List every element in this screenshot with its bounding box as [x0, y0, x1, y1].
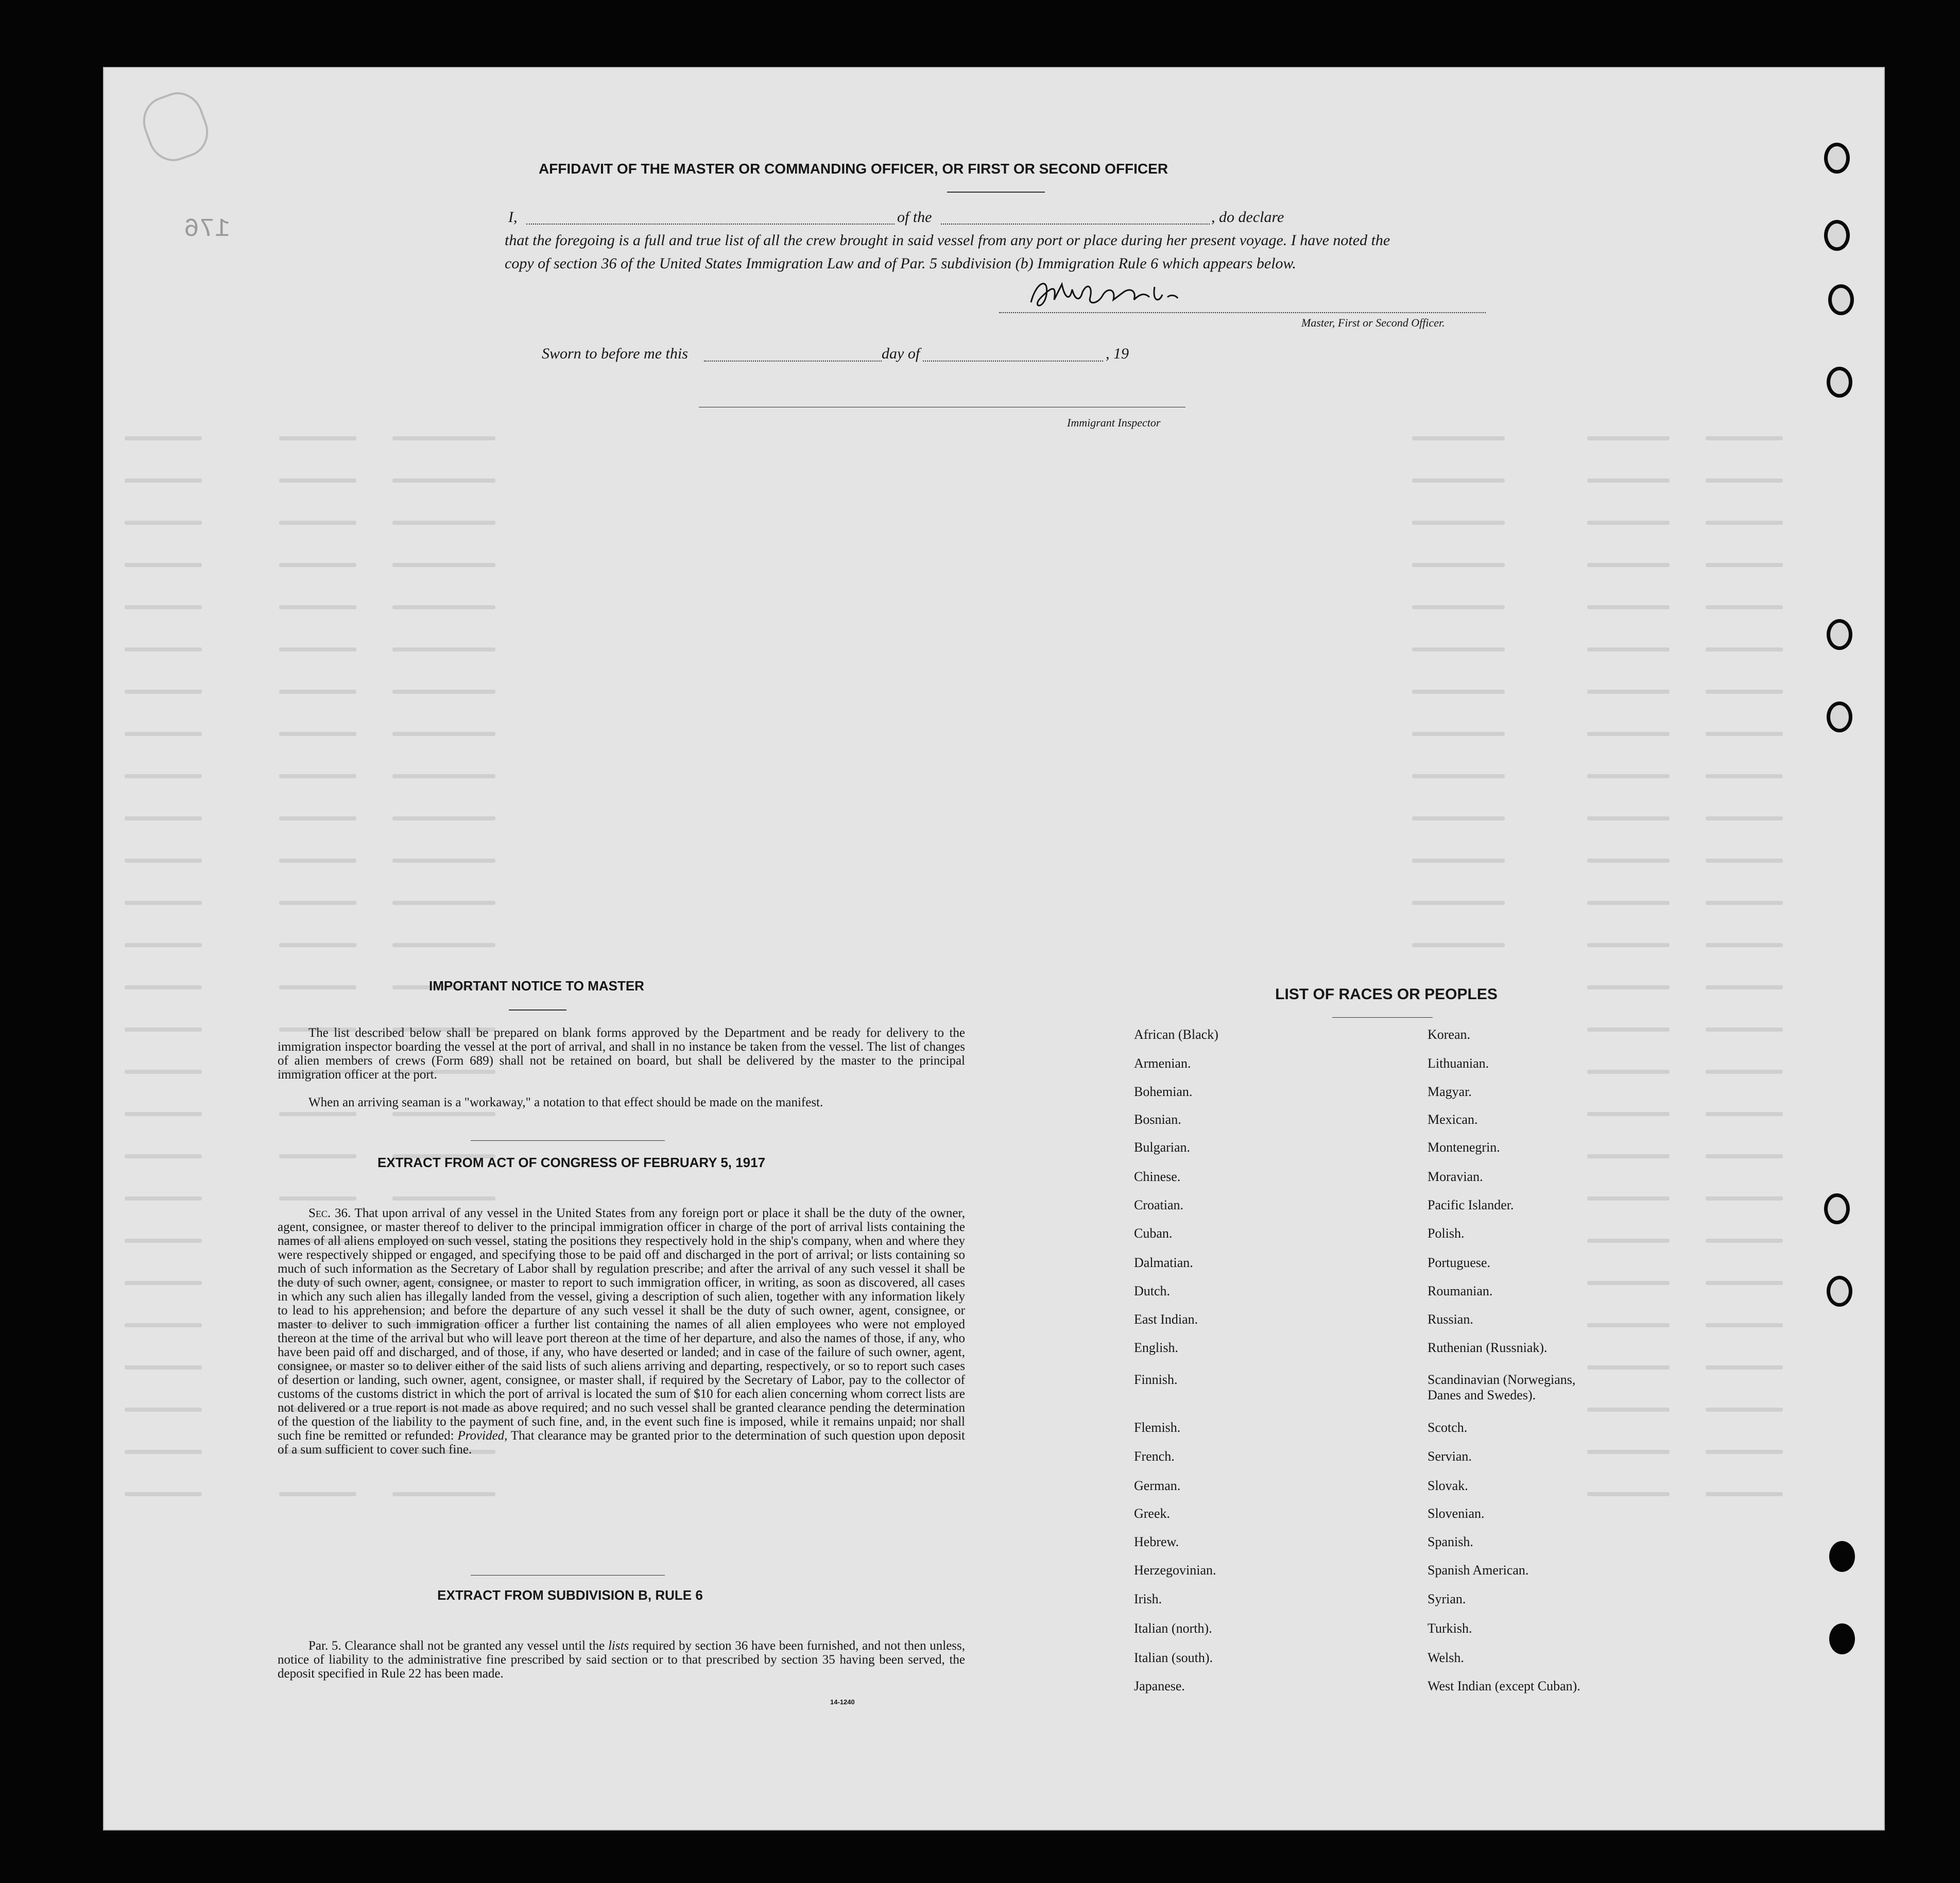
- bleed-through-mark: [1587, 774, 1670, 778]
- race-left-item: English.: [1134, 1340, 1178, 1355]
- race-left-item: Chinese.: [1134, 1169, 1181, 1184]
- bleed-through-mark: [1587, 1239, 1670, 1243]
- bleed-through-mark: [125, 563, 202, 567]
- notice-paragraph-1: The list described below shall be prepared on blank forms approved by the Department and be ready for delivery to the immigration inspector boarding the vessel at the port of arrival, and shall in no instance be taken from the vessel. The list of changes of alien members of crews (Form 689) shall not be retained on board, but shall be delivered by the master to the principal immigration officer at the port.: [278, 1026, 965, 1082]
- margin-stamp-number: 176: [184, 215, 231, 244]
- bleed-through-mark: [125, 1323, 202, 1327]
- bleed-through-mark: [1706, 943, 1783, 947]
- bleed-through-mark: [125, 605, 202, 609]
- bleed-through-mark: [1412, 563, 1505, 567]
- bleed-through-mark: [279, 521, 356, 525]
- bleed-through-mark: [1412, 774, 1505, 778]
- notice-paragraph-2: When an arriving seaman is a "workaway," a notation to that effect should be made on the manifest.: [308, 1095, 823, 1109]
- bleed-through-mark: [1587, 1450, 1670, 1454]
- race-left-item: Irish.: [1134, 1591, 1162, 1606]
- affidavit-title-rule: [947, 192, 1045, 193]
- race-left-item: Dalmatian.: [1134, 1255, 1193, 1270]
- bleed-through-mark: [1706, 478, 1783, 483]
- bleed-through-mark: [279, 774, 356, 778]
- bleed-through-mark: [1706, 1112, 1783, 1116]
- bleed-through-mark: [125, 859, 202, 863]
- race-left-item: Italian (north).: [1134, 1621, 1212, 1636]
- race-right-item: Scandinavian (Norwegians,: [1428, 1372, 1576, 1387]
- race-left-item: French.: [1134, 1449, 1175, 1464]
- bleed-through-mark: [1587, 901, 1670, 905]
- bleed-through-mark: [1587, 859, 1670, 863]
- bleed-through-mark: [1587, 1112, 1670, 1116]
- punch-hole: [1824, 1193, 1850, 1224]
- form-number: 14-1240: [830, 1698, 855, 1706]
- race-right-item: Montenegrin.: [1428, 1140, 1500, 1155]
- punch-hole: [1824, 143, 1850, 174]
- rule-top-rule: [471, 1575, 665, 1576]
- race-left-item: Cuban.: [1134, 1226, 1173, 1241]
- bleed-through-mark: [1412, 732, 1505, 736]
- race-right-item: Welsh.: [1428, 1650, 1464, 1665]
- bleed-through-mark: [392, 774, 495, 778]
- bleed-through-mark: [125, 647, 202, 652]
- race-left-item: Croatian.: [1134, 1197, 1184, 1212]
- race-right-item: Spanish.: [1428, 1534, 1473, 1549]
- race-right-item: Lithuanian.: [1428, 1056, 1489, 1071]
- race-right-item: Korean.: [1428, 1027, 1471, 1042]
- bleed-through-mark: [392, 1112, 495, 1116]
- affidavit-statement-line-3: copy of section 36 of the United States Immigration Law and of Par. 5 subdivision (b) Immigration Rule 6 which appears below.: [505, 255, 1296, 272]
- bleed-through-mark: [1587, 690, 1670, 694]
- bleed-through-mark: [1706, 436, 1783, 440]
- act-section-36-text: Sec. 36. That upon arrival of any vessel in the United States from any foreign port or place it shall be the duty of the owner, agent, consignee, or master thereof to deliver to the principal immigration officer in charge of the port of arrival lists containing the names of all aliens employed on such vessel, stating the positions they respectively hold in the ship's company, when and where they were respectively shipped or engaged, and specifying those to be paid off and discharged in the port of arrival; or lists containing so much of such information as the Secretary of Labor shall by regulation prescribe; and after the arrival of any such vessel it shall be the duty of such owner, agent, consignee, or master to report to such immigration officer, in writing, as soon as discovered, all cases in which any such alien has illegally landed from the vessel, giving a description of such alien, together with any information likely to lead to his apprehension; and before the departure of any such vessel it shall be the duty of such owner, agent, consignee, or master to deliver to such immigration officer a further list containing the names of all alien employees who were not employed thereon at the time of the arrival but who will leave port thereon at the time of her departure, and also the names of those, if any, who have been paid off and discharged, and of those, if any, who have deserted or landed; and in case of the failure of such owner, agent, consignee, or master so to deliver either of the said lists of such aliens arriving and departing, respectively, or so to report such cases of desertion or landing, such owner, agent, consignee, or master shall, if required by the Secretary of Labor, pay to the collector of customs of the customs district in which the port of arrival is located the sum of $10 for each alien concerning whom correct lists are not delivered or a true report is not made as above required; and no such vessel shall be granted clearance pending the determination of the question of the liability to the payment of such fine, and, in the event such fine is imposed, while it remains unpaid; nor shall such fine be remitted or refunded: Provided, That clearance may be granted prior to the determination of such question upon deposit of a sum sufficient to cover such fine.: [278, 1206, 965, 1457]
- race-left-item: Flemish.: [1134, 1420, 1181, 1435]
- race-left-item: Armenian.: [1134, 1056, 1191, 1071]
- bleed-through-mark: [279, 901, 356, 905]
- sworn-year-label: , 19: [1106, 345, 1129, 362]
- punch-hole: [1827, 701, 1852, 732]
- bleed-through-mark: [1706, 1365, 1783, 1370]
- race-left-item: Dutch.: [1134, 1283, 1171, 1298]
- bleed-through-mark: [392, 943, 495, 947]
- bleed-through-mark: [279, 605, 356, 609]
- bleed-through-mark: [392, 436, 495, 440]
- bleed-through-mark: [1587, 605, 1670, 609]
- bleed-through-mark: [1587, 436, 1670, 440]
- bleed-through-mark: [125, 690, 202, 694]
- rule-title: EXTRACT FROM SUBDIVISION B, RULE 6: [437, 1587, 703, 1603]
- bleed-through-mark: [1587, 1365, 1670, 1370]
- bleed-through-mark: [1412, 816, 1505, 820]
- sworn-month-blank: [923, 361, 1103, 362]
- bleed-through-mark: [125, 943, 202, 947]
- bleed-through-mark: [125, 774, 202, 778]
- affidavit-statement-line-2: that the foregoing is a full and true list of all the crew brought in said vessel from any port or place during her present voyage. I have noted the: [505, 232, 1390, 249]
- bleed-through-mark: [1587, 1154, 1670, 1158]
- bleed-through-mark: [1587, 563, 1670, 567]
- bleed-through-mark: [392, 1492, 495, 1496]
- race-right-item: West Indian (except Cuban).: [1428, 1679, 1580, 1693]
- bleed-through-mark: [279, 436, 356, 440]
- bleed-through-mark: [125, 1112, 202, 1116]
- bleed-through-mark: [279, 563, 356, 567]
- bleed-through-mark: [1587, 985, 1670, 989]
- bleed-through-mark: [1587, 1492, 1670, 1496]
- race-right-item: Ruthenian (Russniak).: [1428, 1340, 1548, 1355]
- bleed-through-mark: [1706, 816, 1783, 820]
- bleed-through-mark: [1412, 943, 1505, 947]
- bleed-through-mark: [1587, 1070, 1670, 1074]
- bleed-through-mark: [125, 985, 202, 989]
- race-left-item: African (Black): [1134, 1027, 1218, 1042]
- bleed-through-mark: [1412, 901, 1505, 905]
- bleed-through-mark: [279, 1492, 356, 1496]
- bleed-through-mark: [1587, 521, 1670, 525]
- bleed-through-mark: [392, 521, 495, 525]
- bleed-through-mark: [1706, 1239, 1783, 1243]
- race-left-item: Italian (south).: [1134, 1650, 1213, 1665]
- punch-hole: [1828, 284, 1854, 315]
- bleed-through-mark: [125, 1408, 202, 1412]
- bleed-through-mark: [1412, 859, 1505, 863]
- bleed-through-mark: [1412, 647, 1505, 652]
- bleed-through-mark: [1587, 732, 1670, 736]
- bleed-through-mark: [279, 732, 356, 736]
- punch-hole: [1829, 1623, 1855, 1654]
- bleed-through-mark: [392, 901, 495, 905]
- bleed-through-mark: [125, 816, 202, 820]
- bleed-through-mark: [125, 478, 202, 483]
- race-left-item: Japanese.: [1134, 1679, 1185, 1693]
- bleed-through-mark: [392, 647, 495, 652]
- act-top-rule: [471, 1140, 665, 1141]
- bleed-through-mark: [1706, 1028, 1783, 1032]
- bleed-through-mark: [1412, 436, 1505, 440]
- bleed-through-mark: [1706, 732, 1783, 736]
- race-right-item: Scotch.: [1428, 1420, 1468, 1435]
- race-right-item: Polish.: [1428, 1226, 1465, 1241]
- bleed-through-mark: [1706, 1196, 1783, 1201]
- bleed-through-mark: [279, 478, 356, 483]
- race-right-item: Slovenian.: [1428, 1506, 1485, 1521]
- race-left-item: Finnish.: [1134, 1372, 1178, 1387]
- race-right-item: Russian.: [1428, 1312, 1473, 1327]
- race-left-item: Hebrew.: [1134, 1534, 1179, 1549]
- affidavit-of-the-label: of the: [897, 209, 932, 226]
- bleed-through-mark: [1587, 647, 1670, 652]
- bleed-through-mark: [1587, 816, 1670, 820]
- affidavit-i-label: I,: [508, 209, 518, 226]
- bleed-through-mark: [1706, 1450, 1783, 1454]
- bleed-through-mark: [1706, 1281, 1783, 1285]
- bleed-through-mark: [1587, 1408, 1670, 1412]
- bleed-through-mark: [1706, 985, 1783, 989]
- bleed-through-mark: [1587, 1028, 1670, 1032]
- bleed-through-mark: [1706, 1323, 1783, 1327]
- bleed-through-mark: [125, 1492, 202, 1496]
- bleed-through-mark: [392, 859, 495, 863]
- race-right-item: Moravian.: [1428, 1169, 1483, 1184]
- sworn-day-of-label: day of: [882, 345, 920, 362]
- bleed-through-mark: [1587, 1323, 1670, 1327]
- affidavit-title: AFFIDAVIT OF THE MASTER OR COMMANDING OFFICER, OR FIRST OR SECOND OFFICER: [538, 161, 1168, 177]
- bleed-through-mark: [125, 521, 202, 525]
- bleed-through-mark: [125, 1028, 202, 1032]
- sworn-label: Sworn to before me this: [542, 345, 688, 362]
- race-right-item: Servian.: [1428, 1449, 1472, 1464]
- race-right-item: Syrian.: [1428, 1591, 1466, 1606]
- races-title-rule: [1332, 1017, 1433, 1018]
- sworn-day-blank: [704, 361, 882, 362]
- punch-hole: [1829, 1541, 1855, 1572]
- bleed-through-mark: [392, 732, 495, 736]
- race-right-item: Mexican.: [1428, 1112, 1478, 1127]
- bleed-through-mark: [125, 1365, 202, 1370]
- act-title: EXTRACT FROM ACT OF CONGRESS OF FEBRUARY 5, 1917: [377, 1155, 766, 1170]
- race-left-item: East Indian.: [1134, 1312, 1198, 1327]
- race-scandinavian-continued: Danes and Swedes).: [1428, 1388, 1536, 1402]
- bleed-through-mark: [279, 690, 356, 694]
- bleed-through-mark: [279, 816, 356, 820]
- bleed-through-mark: [1706, 647, 1783, 652]
- bleed-through-mark: [125, 436, 202, 440]
- bleed-through-mark: [1587, 478, 1670, 483]
- bleed-through-mark: [1412, 605, 1505, 609]
- bleed-through-mark: [392, 1196, 495, 1201]
- signature-line: [999, 312, 1486, 313]
- race-left-item: Bulgarian.: [1134, 1140, 1191, 1155]
- bleed-through-mark: [279, 859, 356, 863]
- punch-hole: [1827, 1276, 1852, 1307]
- bleed-through-mark: [1412, 690, 1505, 694]
- bleed-through-mark: [1412, 478, 1505, 483]
- bleed-through-mark: [125, 1070, 202, 1074]
- bleed-through-mark: [1706, 690, 1783, 694]
- race-right-item: Roumanian.: [1428, 1283, 1493, 1298]
- bleed-through-mark: [392, 563, 495, 567]
- notice-title: IMPORTANT NOTICE TO MASTER: [429, 978, 644, 994]
- bleed-through-mark: [125, 1450, 202, 1454]
- bleed-through-mark: [1587, 943, 1670, 947]
- rule-paragraph-5: Par. 5. Clearance shall not be granted any vessel until the lists required by section 36 have been furnished, and not then unless, notice of liability to the administrative fine prescribed by said section or to that prescribed by section 35 having been served, the deposit specified in Rule 22 has been made.: [278, 1639, 966, 1681]
- bleed-through-mark: [125, 732, 202, 736]
- punch-hole: [1824, 220, 1850, 251]
- inspector-caption: Immigrant Inspector: [1067, 416, 1161, 429]
- race-left-item: Bohemian.: [1134, 1084, 1193, 1099]
- race-right-item: Magyar.: [1428, 1084, 1472, 1099]
- notice-title-rule: [509, 1009, 566, 1011]
- bleed-through-mark: [392, 605, 495, 609]
- bleed-through-mark: [392, 690, 495, 694]
- punch-hole: [1827, 619, 1852, 650]
- bleed-through-mark: [1706, 563, 1783, 567]
- bleed-through-mark: [125, 1154, 202, 1158]
- bleed-through-mark: [1706, 605, 1783, 609]
- race-right-item: Slovak.: [1428, 1478, 1468, 1493]
- affidavit-vessel-blank: [941, 224, 1210, 225]
- affidavit-name-blank: [526, 224, 895, 225]
- bleed-through-mark: [1412, 521, 1505, 525]
- margin-handwritten-mark: [136, 85, 216, 168]
- bleed-through-mark: [1706, 1492, 1783, 1496]
- bleed-through-mark: [279, 647, 356, 652]
- race-right-item: Pacific Islander.: [1428, 1197, 1514, 1212]
- bleed-through-mark: [125, 1196, 202, 1201]
- bleed-through-mark: [1706, 521, 1783, 525]
- bleed-through-mark: [1706, 1154, 1783, 1158]
- race-right-item: Portuguese.: [1428, 1255, 1491, 1270]
- signature-caption: Master, First or Second Officer.: [1301, 316, 1445, 329]
- bleed-through-mark: [279, 1196, 356, 1201]
- race-right-item: Spanish American.: [1428, 1563, 1529, 1578]
- bleed-through-mark: [125, 1239, 202, 1243]
- races-title: LIST OF RACES OR PEOPLES: [1275, 986, 1498, 1003]
- bleed-through-mark: [392, 478, 495, 483]
- bleed-through-mark: [1706, 901, 1783, 905]
- bleed-through-mark: [125, 1281, 202, 1285]
- bleed-through-mark: [1706, 774, 1783, 778]
- race-left-item: Bosnian.: [1134, 1112, 1181, 1127]
- bleed-through-mark: [1706, 859, 1783, 863]
- bleed-through-mark: [392, 816, 495, 820]
- bleed-through-mark: [1706, 1070, 1783, 1074]
- race-left-item: German.: [1134, 1478, 1181, 1493]
- bleed-through-mark: [1706, 1408, 1783, 1412]
- race-left-item: Herzegovinian.: [1134, 1563, 1216, 1578]
- bleed-through-mark: [1587, 1196, 1670, 1201]
- race-right-item: Turkish.: [1428, 1621, 1472, 1636]
- master-signature: [1021, 271, 1196, 318]
- bleed-through-mark: [125, 901, 202, 905]
- document-page: [103, 67, 1885, 1830]
- bleed-through-mark: [1587, 1281, 1670, 1285]
- affidavit-declare-label: , do declare: [1211, 209, 1284, 226]
- punch-hole: [1827, 367, 1852, 398]
- race-left-item: Greek.: [1134, 1506, 1171, 1521]
- bleed-through-mark: [279, 943, 356, 947]
- bleed-through-mark: [279, 1112, 356, 1116]
